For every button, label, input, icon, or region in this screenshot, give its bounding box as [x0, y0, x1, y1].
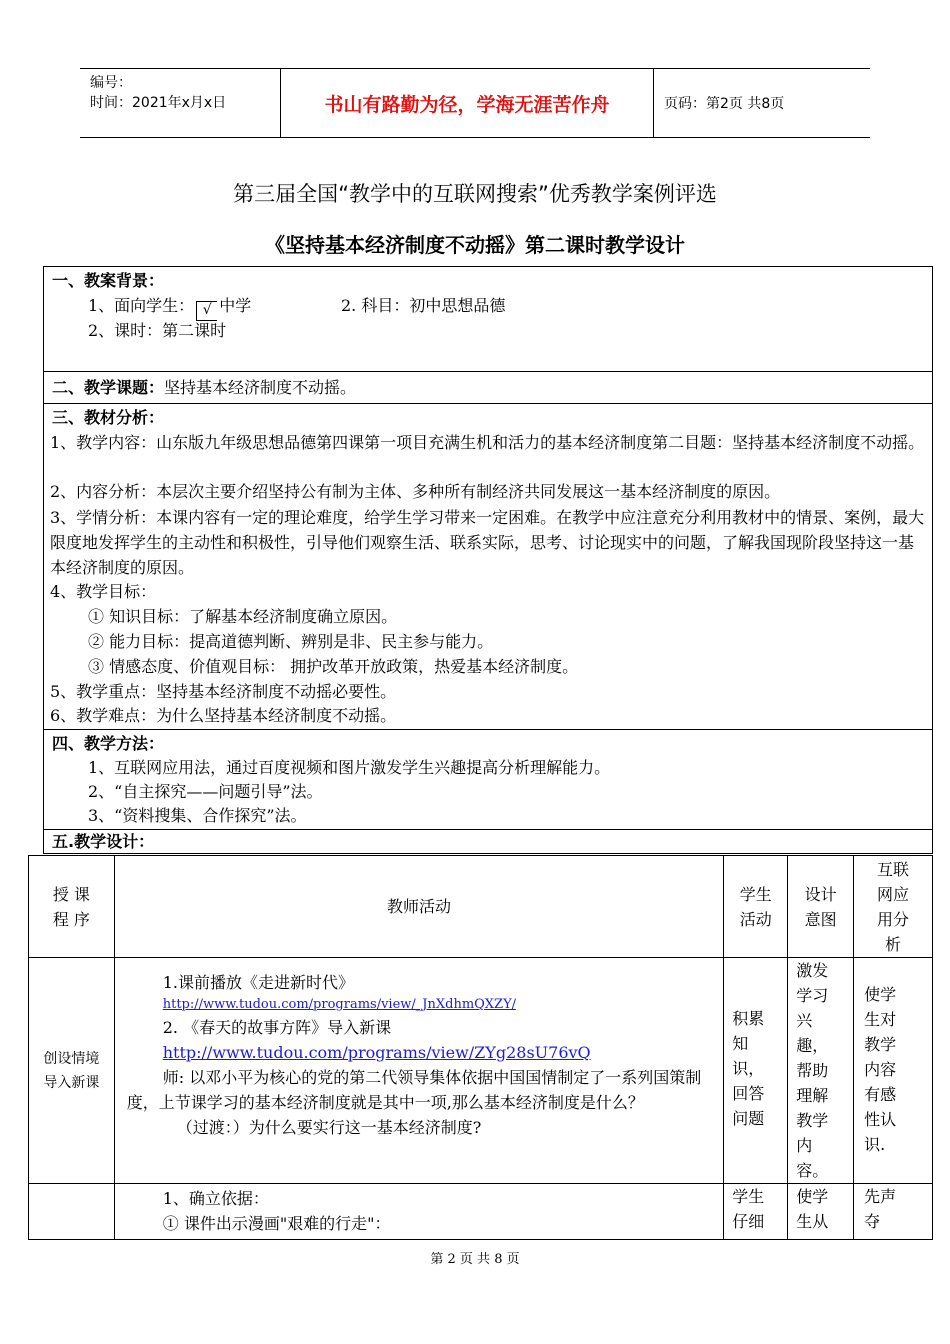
section-methods [44, 729, 932, 829]
row-procedure: 创设情境 导入新课 [29, 958, 115, 1184]
section-heading: 四、教学方法： [52, 734, 165, 753]
video-link-1[interactable]: http://www.tudou.com/programs/view/_JnXdhmQXZY/ [162, 997, 517, 1012]
activity-line: 1、确立依据： [162, 1189, 269, 1208]
topic-line [52, 376, 356, 400]
header-meta [80, 69, 280, 137]
section-analysis [44, 403, 932, 729]
table-row [29, 1184, 933, 1240]
page-footer: 第 2 页 共 8 页 [430, 1252, 520, 1267]
difficult-point: 6、教学难点：为什么坚持基本经济制度不动摇。 [50, 706, 397, 725]
row-procedure [29, 1184, 115, 1240]
table-header-row [29, 856, 933, 958]
header-motto: 书山有路勤为径，学海无涯苦作舟 [280, 69, 654, 137]
number-label: 编号： [90, 75, 132, 91]
goal-attitude: ③ 情感态度、价值观目标： 拥护改革开放政策，热爱基本经济制度。 [88, 657, 579, 676]
document-subtitle: 《坚持基本经济制度不动摇》第二课时教学设计 [265, 233, 685, 257]
section-heading: 三、教材分析： [52, 408, 165, 427]
analysis-paragraph: 2、内容分析：本层次主要介绍坚持公有制为主体、多种所有制经济共同发展这一基本经济制度的原因。 [50, 482, 781, 501]
method-item: 2、“自主探究——问题引导”法。 [88, 782, 323, 801]
row-intent: 激发 学习 兴 趣， 帮助 理解 教学 内 容。 [788, 958, 854, 1184]
content-paragraph: 1、教学内容：山东版九年级思想品德第四课第一项目充满生机和活力的基本经济制度第二目题：坚持基本经济制度不动摇。 [50, 433, 925, 452]
learner-paragraph: 3、学情分析：本课内容有一定的理论难度，给学生学习带来一定困难。在教学中应注意充分利用教材中的情景、案例，最大限度地发挥学生的主动性和积极性，引导他们观察生活、联系实际，思考、讨论现实中的问题，了解我国现阶段坚持这一基本经济制度的原因。 [50, 508, 925, 577]
row-intent: 使学 生从 [788, 1184, 854, 1240]
lesson-plan-box [43, 266, 933, 854]
activity-line: （过渡：）为什么要实行这一基本经济制度? [176, 1118, 482, 1137]
activity-paragraph: 师: 以邓小平为核心的党的第二代领导集体依据中国国情制定了一系列国策制度，上节课学习的基本经济制度就是其中一项,那么基本经济制度是什么？ [126, 1068, 702, 1112]
section-heading: 二、教学课题： [52, 378, 165, 397]
goals-heading: 4、教学目标： [50, 582, 157, 601]
students-prefix: 1、面向学生： [88, 296, 195, 315]
section-heading: 一、教案背景： [52, 271, 165, 290]
students-value: 中学 [219, 296, 252, 315]
table-row [29, 958, 933, 1184]
document-title: 第三届全国“教学中的互联网搜索”优秀教学案例评选 [233, 182, 717, 206]
row-student-activity: 学生 仔细 [724, 1184, 788, 1240]
page-label: 页码：第2页 共8页 [664, 96, 785, 112]
method-item: 1、互联网应用法，通过百度视频和图片激发学生兴趣提高分析理解能力。 [88, 758, 611, 777]
row-teacher-activity [114, 1184, 724, 1240]
key-point: 5、教学重点：坚持基本经济制度不动摇必要性。 [50, 682, 397, 701]
header-teacher: 教师活动 [114, 856, 724, 958]
topic-value: 坚持基本经济制度不动摇。 [164, 378, 357, 397]
section-topic [44, 371, 932, 403]
subject-line: 2. 科目：初中思想品德 [341, 296, 506, 315]
section-background [44, 267, 932, 371]
students-line [88, 294, 251, 321]
activity-line: 2. 《春天的故事方阵》导入新课 [162, 1018, 392, 1037]
header-procedure: 授 课 程 序 [29, 856, 115, 958]
time-label: 时间：2021年x月x日 [90, 95, 227, 111]
goal-ability: ② 能力目标：提高道德判断、辨别是非、民主参与能力。 [88, 632, 494, 651]
header-intent: 设计 意图 [788, 856, 854, 958]
activity-line: 1.课前播放《走进新时代》 [162, 973, 355, 992]
activity-line: ① 课件出示漫画"艰难的行走"： [162, 1214, 391, 1233]
section-design [44, 829, 932, 855]
lesson-line: 2、课时：第二课时 [88, 321, 227, 340]
header-student: 学生 活动 [724, 856, 788, 958]
goal-knowledge: ① 知识目标：了解基本经济制度确立原因。 [88, 607, 398, 626]
page-header [80, 68, 870, 138]
row-teacher-activity [114, 958, 724, 1184]
row-internet: 先声 夺 [854, 1184, 933, 1240]
video-link-2[interactable]: http://www.tudou.com/programs/view/ZYg28sU76vQ [162, 1043, 591, 1062]
row-internet: 使学 生对 教学 内容 有感 性认 识. [854, 958, 933, 1184]
design-table [28, 855, 933, 1240]
section-heading: 五.教学设计： [52, 832, 155, 851]
header-internet: 互联 网应 用分 析 [854, 856, 933, 958]
check-box: √ [196, 301, 217, 321]
method-item: 3、“资料搜集、合作探究”法。 [88, 806, 307, 825]
row-student-activity: 积累 知 识， 回答 问题 [724, 958, 788, 1184]
